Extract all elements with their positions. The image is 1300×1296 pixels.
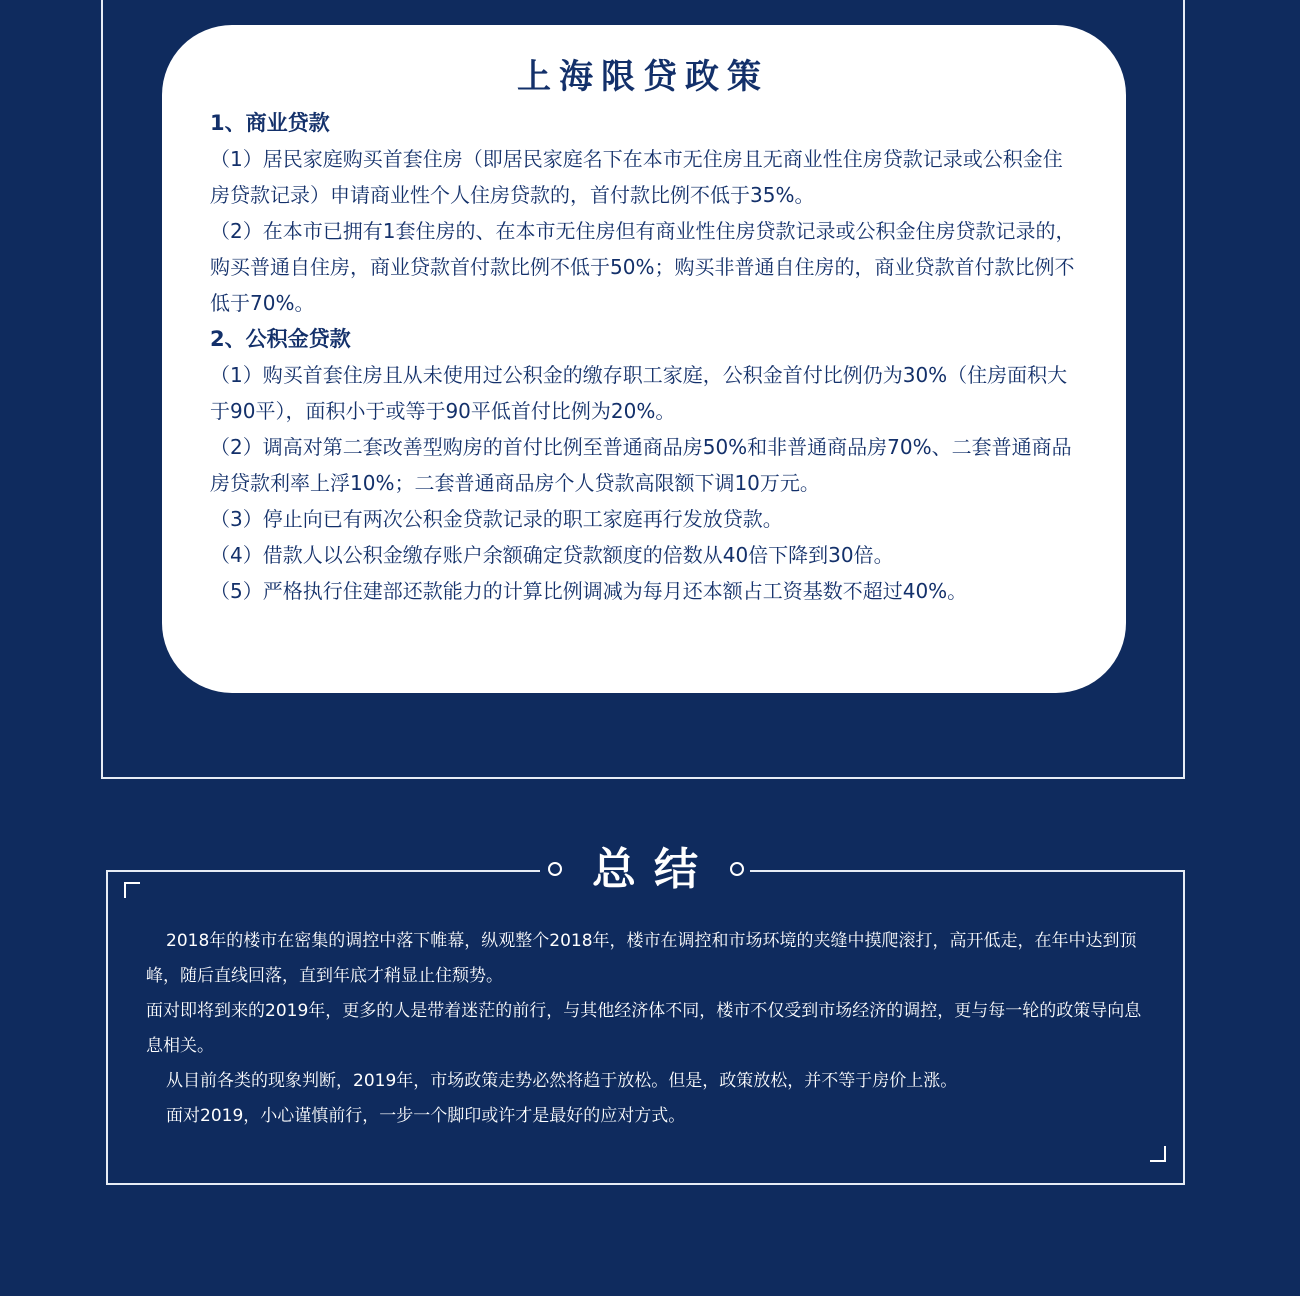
summary-body bbox=[146, 924, 1146, 1134]
policy-paragraph: （5）严格执行住建部还款能力的计算比例调减为每月还本额占工资基数不超过40%。 bbox=[210, 579, 968, 603]
policy-title: 上海限贷政策 bbox=[517, 57, 769, 97]
policy-paragraph: （1）居民家庭购买首套住房（即居民家庭名下在本市无住房且无商业性住房贷款记录或公积金住房贷款记录）申请商业性个人住房贷款的，首付款比例不低于35%。 bbox=[210, 147, 1063, 207]
policy-paragraph: （3）停止向已有两次公积金贷款记录的职工家庭再行发放贷款。 bbox=[210, 507, 783, 531]
title-dot-right-icon bbox=[730, 862, 744, 876]
corner-bracket-top-left-icon bbox=[124, 882, 140, 898]
title-dot-left-icon bbox=[548, 862, 562, 876]
summary-paragraph: 面对即将到来的2019年，更多的人是带着迷茫的前行，与其他经济体不同，楼市不仅受到市场经济的调控，更与每一轮的政策导向息息相关。 bbox=[146, 1001, 1142, 1056]
summary-paragraph: 面对2019，小心谨慎前行，一步一个脚印或许才是最好的应对方式。 bbox=[166, 1106, 686, 1126]
corner-bracket-bottom-right-icon bbox=[1150, 1146, 1166, 1162]
policy-card bbox=[162, 25, 1126, 693]
summary-paragraph: 从目前各类的现象判断，2019年，市场政策走势必然将趋于放松。但是，政策放松，并不等于房价上涨。 bbox=[166, 1071, 958, 1091]
section-heading: 2、公积金贷款 bbox=[210, 327, 351, 351]
summary-title: 总结 bbox=[592, 844, 716, 895]
summary-paragraph: 2018年的楼市在密集的调控中落下帷幕，纵观整个2018年，楼市在调控和市场环境的夹缝中摸爬滚打，高开低走，在年中达到顶峰，随后直线回落，直到年底才稍显止住颓势。 bbox=[146, 931, 1137, 986]
summary-title-wrap bbox=[540, 840, 750, 900]
section-heading: 1、商业贷款 bbox=[210, 111, 330, 135]
policy-paragraph: （2）调高对第二套改善型购房的首付比例至普通商品房50%和非普通商品房70%、二套普通商品房贷款利率上浮10%；二套普通商品房个人贷款高限额下调10万元。 bbox=[210, 435, 1072, 495]
policy-paragraph: （4）借款人以公积金缴存账户余额确定贷款额度的倍数从40倍下降到30倍。 bbox=[210, 543, 894, 567]
policy-paragraph: （1）购买首套住房且从未使用过公积金的缴存职工家庭，公积金首付比例仍为30%（住房面积大于90平），面积小于或等于90平低首付比例为20%。 bbox=[210, 363, 1068, 423]
policy-paragraph: （2）在本市已拥有1套住房的、在本市无住房但有商业性住房贷款记录或公积金住房贷款记录的，购买普通自住房，商业贷款首付款比例不低于50%；购买非普通自住房的，商业贷款首付款比例不低于70%。 bbox=[210, 219, 1076, 315]
section-commercial-loan bbox=[210, 105, 1076, 321]
section-provident-fund-loan bbox=[210, 321, 1076, 609]
